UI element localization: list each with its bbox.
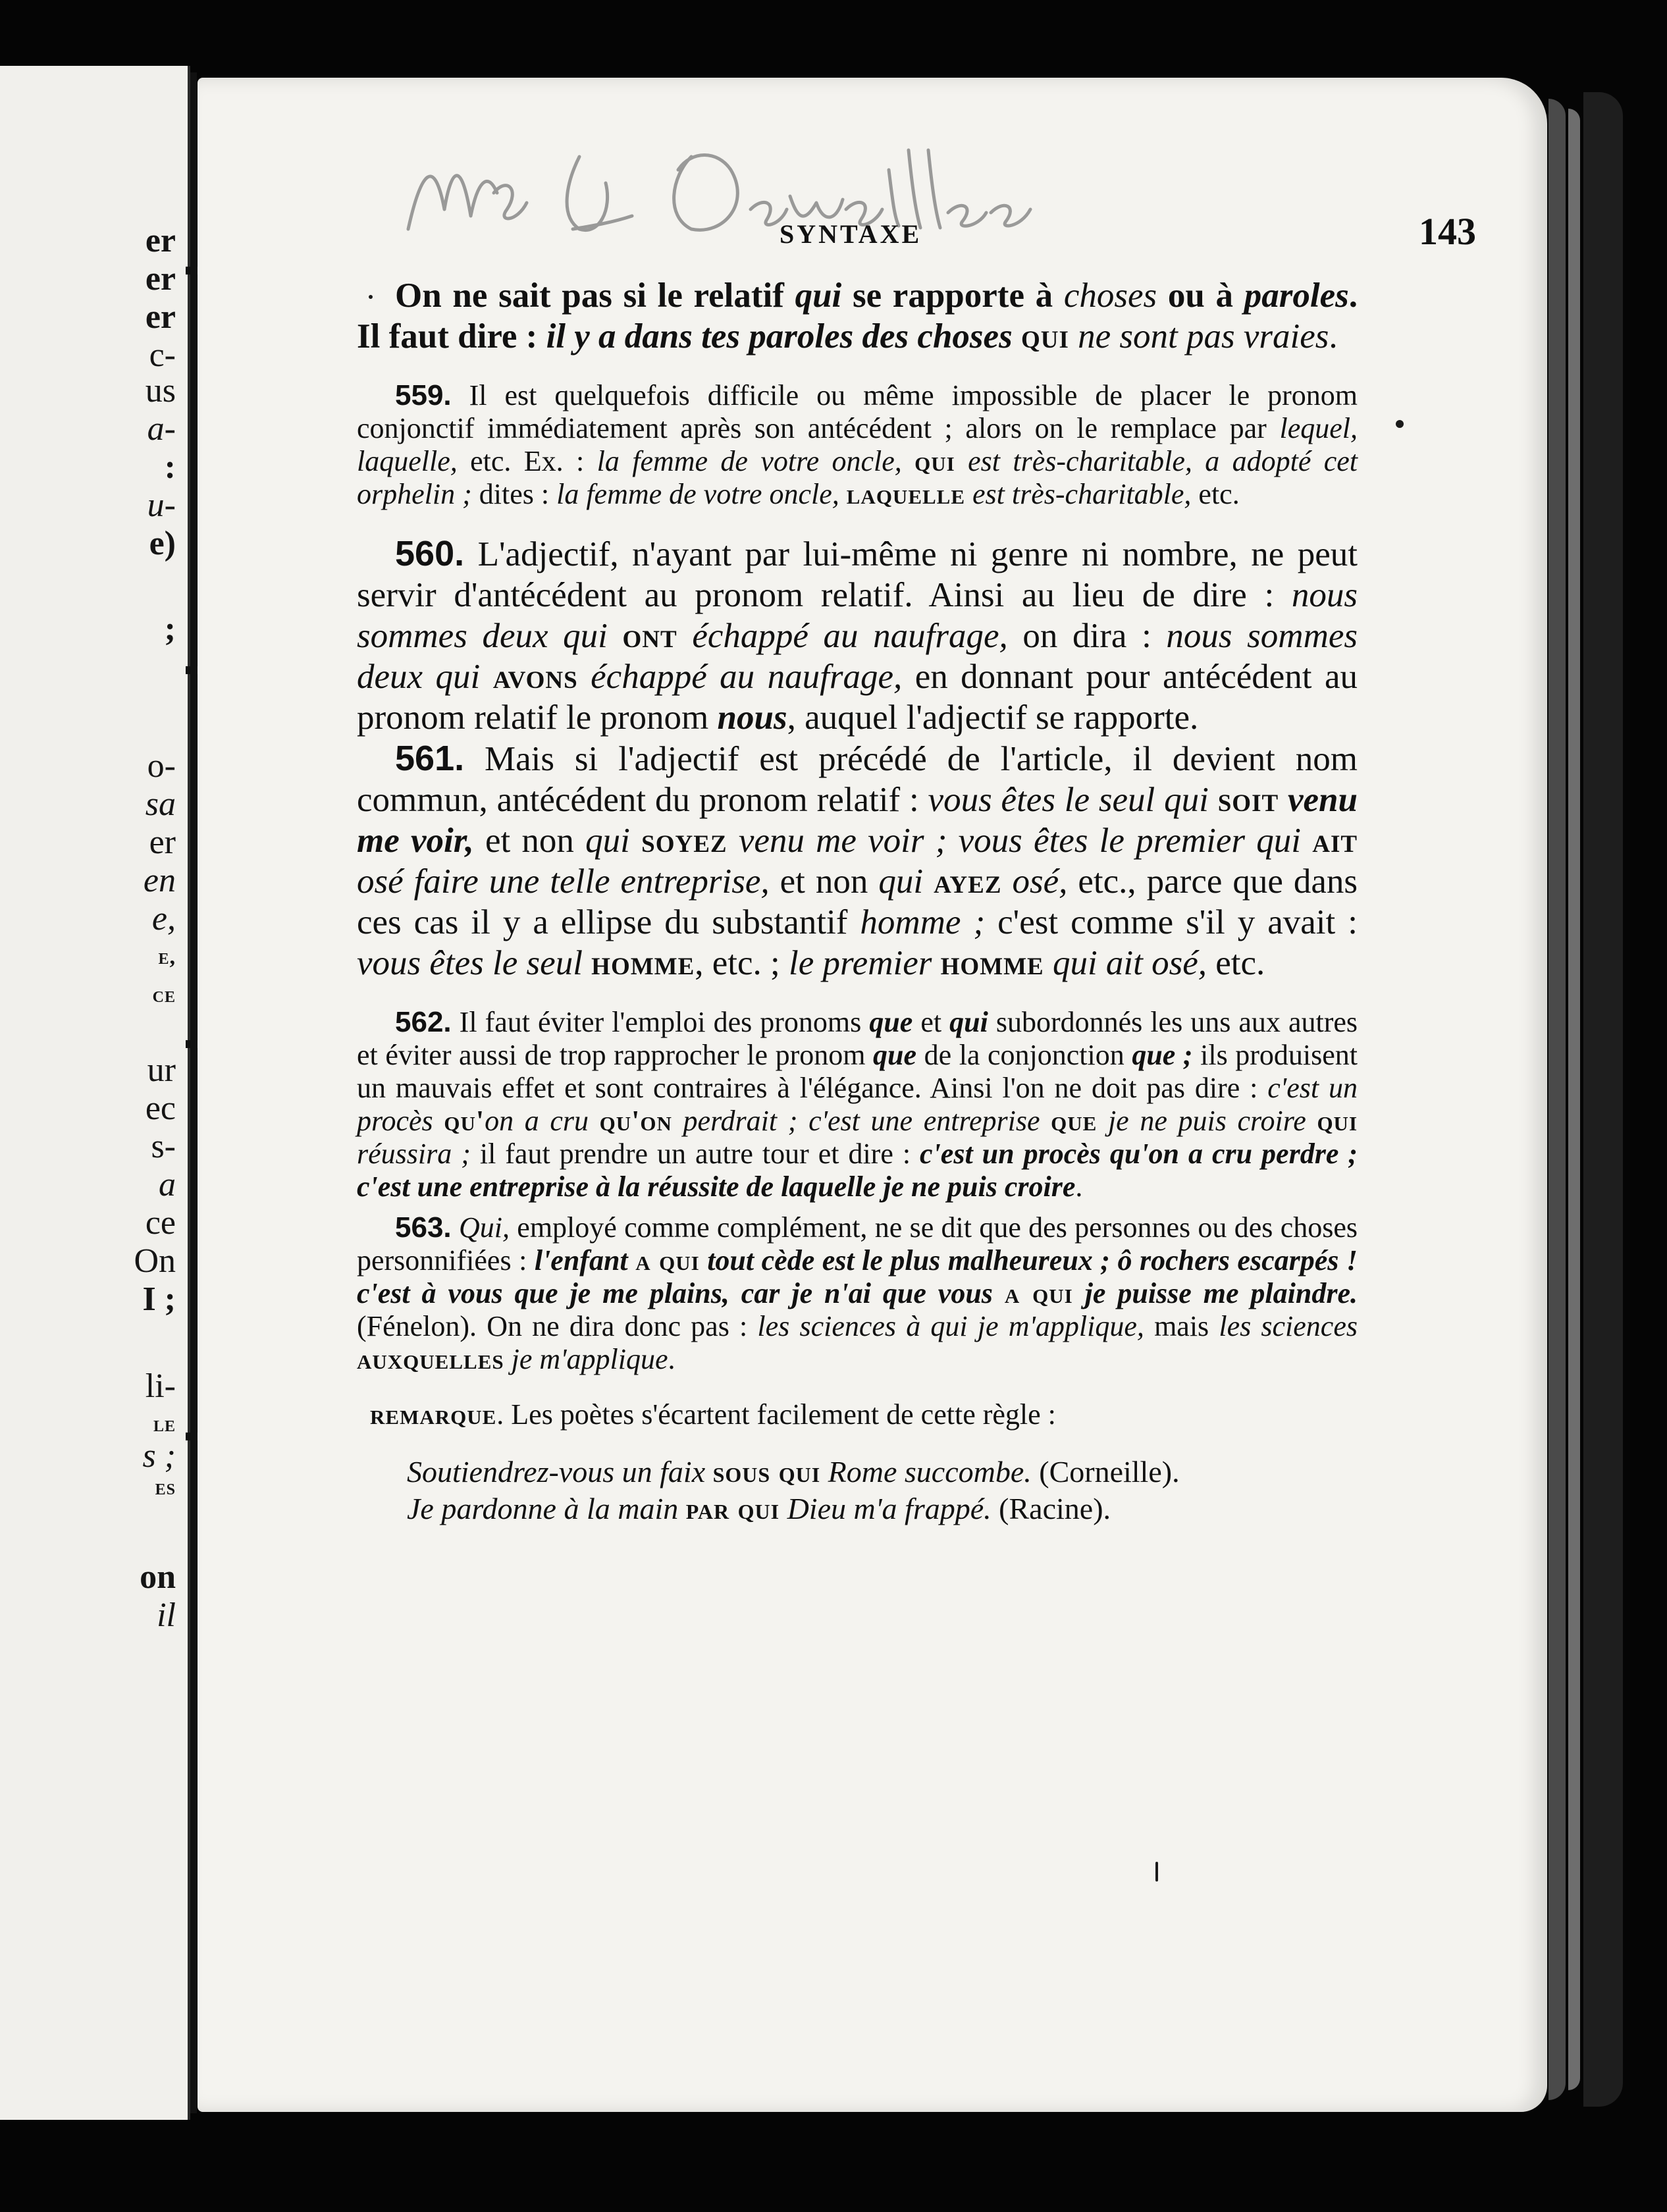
previous-page-text-fragment: le: [153, 1412, 176, 1436]
page-stack-edge: [1568, 109, 1580, 2090]
previous-page-text-fragment: e): [149, 525, 176, 562]
paper-speck: [1396, 420, 1404, 428]
previous-page-text-fragment: On: [134, 1242, 176, 1280]
paper-speck: [369, 295, 373, 299]
previous-page-text-fragment: er: [145, 222, 176, 259]
previous-page-text-fragment: er: [145, 260, 176, 298]
remark-paragraph: remarque. Les poètes s'écartent facilement de cette règle :: [370, 1398, 1056, 1431]
book-page: [198, 78, 1547, 2112]
previous-page-edge: [0, 66, 190, 2120]
intro-paragraph: On ne sait pas si le relatif qui se rapporte à choses ou à paroles. Il faut dire : il y a dans tes paroles des choses qui ne sont pas vraies.: [357, 276, 1358, 356]
previous-page-text-fragment: e,: [151, 900, 176, 937]
book-cover-edge: [1583, 92, 1623, 2107]
previous-page-text-fragment: ;: [164, 610, 176, 648]
previous-page-text-fragment: sa: [145, 785, 176, 823]
previous-page-text-fragment: c-: [149, 336, 176, 374]
previous-page-text-fragment: es: [155, 1475, 176, 1500]
previous-page-text-fragment: I ;: [142, 1280, 176, 1318]
previous-page-text-fragment: er: [149, 824, 176, 861]
previous-page-text-fragment: s-: [151, 1128, 176, 1165]
verse-line: Je pardonne à la main par qui Dieu m'a frappé. (Racine).: [407, 1492, 1111, 1525]
paragraph-562: 562. Il faut éviter l'emploi des pronoms que et qui subordonnés les uns aux autres et éviter aussi de trop rapprocher le pronom que de la conjonction que ; ils produisent un mauvais effet et sont contraires à l'élégance. Ainsi l'on ne doit pas dire : c'est un procès qu'on a cru qu'on perdrait ; c'est une entreprise que je ne puis croire qui réussira ; il faut prendre un autre tour et dire : c'est un procès qu'on a cru perdre ; c'est une entreprise à la réussite de laquelle je ne puis croire.: [357, 1006, 1358, 1203]
previous-page-text-fragment: er: [145, 298, 176, 336]
paragraph-560: 560. L'adjectif, n'ayant par lui-même ni genre ni nombre, ne peut servir d'antécédent au pronom relatif. Ainsi au lieu de dire : nous sommes deux qui ont échappé au naufrage, on dira : nous sommes deux qui avons échappé au naufrage, en donnant pour antécédent au pronom relatif le pronom nous, auquel l'adjectif se rapporte.: [357, 534, 1358, 737]
previous-page-text-fragment: ec: [145, 1090, 176, 1127]
previous-page-text-fragment: ce: [145, 1204, 176, 1242]
previous-page-text-fragment: ce: [152, 983, 176, 1007]
paragraph-559: 559. Il est quelquefois difficile ou même impossible de placer le pronom conjonctif immédiatement après son antécédent ; alors on le remplace par lequel, laquelle, etc. Ex. : la femme de votre oncle, qui est très-charitable, a adopté cet orphelin ; dites : la femme de votre oncle, laquelle est très-charitable, etc.: [357, 379, 1358, 510]
previous-page-text-fragment: s ;: [142, 1437, 176, 1475]
previous-page-text-fragment: u-: [147, 487, 176, 524]
previous-page-text-fragment: a-: [147, 410, 176, 448]
paper-speck: [1155, 1862, 1158, 1882]
previous-page-text-fragment: on: [140, 1558, 176, 1596]
previous-page-text-fragment: a: [159, 1166, 176, 1203]
page-number: 143: [1419, 210, 1476, 253]
verse-quotes: [357, 1454, 1358, 1527]
verse-line: Soutiendrez-vous un faix sous qui Rome succombe. (Corneille).: [407, 1455, 1180, 1488]
paragraph-563: 563. Qui, employé comme complément, ne se dit que des personnes ou des choses personnifiées : l'enfant a qui tout cède est le plus malheureux ; ô rochers escarpés ! c'est à vous que je me plains, car je n'ai que vous a qui je puisse me plaindre. (Fénelon). On ne dira donc pas : les sciences à qui je m'applique, mais les sciences auxquelles je m'applique.: [357, 1211, 1358, 1375]
page-body: [357, 275, 1358, 1527]
previous-page-text-fragment: en: [143, 862, 176, 899]
previous-page-text-fragment: il: [157, 1596, 176, 1634]
previous-page-text-fragment: li-: [145, 1367, 176, 1405]
previous-page-text-fragment: ur: [147, 1051, 176, 1089]
page-header: [198, 209, 1547, 262]
page-stack-edge: [1548, 99, 1566, 2100]
running-head: SYNTAXE: [780, 219, 922, 249]
previous-page-text-fragment: :: [164, 448, 176, 486]
book-gutter: [190, 72, 197, 2113]
remark-label: remarque: [370, 1398, 497, 1431]
previous-page-text-fragment: us: [145, 372, 176, 409]
paragraph-561: 561. Mais si l'adjectif est précédé de l'article, il devient nom commun, antécédent du pronom relatif : vous êtes le seul qui soit venu me voir, et non qui soyez venu me voir ; vous êtes le premier qui ait osé faire une telle entreprise, et non qui ayez osé, etc., parce que dans ces cas il y a ellipse du substantif homme ; c'est comme s'il y avait : vous êtes le seul homme, etc. ; le premier homme qui ait osé, etc.: [357, 739, 1358, 982]
previous-page-text-fragment: o-: [147, 747, 176, 785]
previous-page-text-fragment: e,: [158, 945, 176, 969]
